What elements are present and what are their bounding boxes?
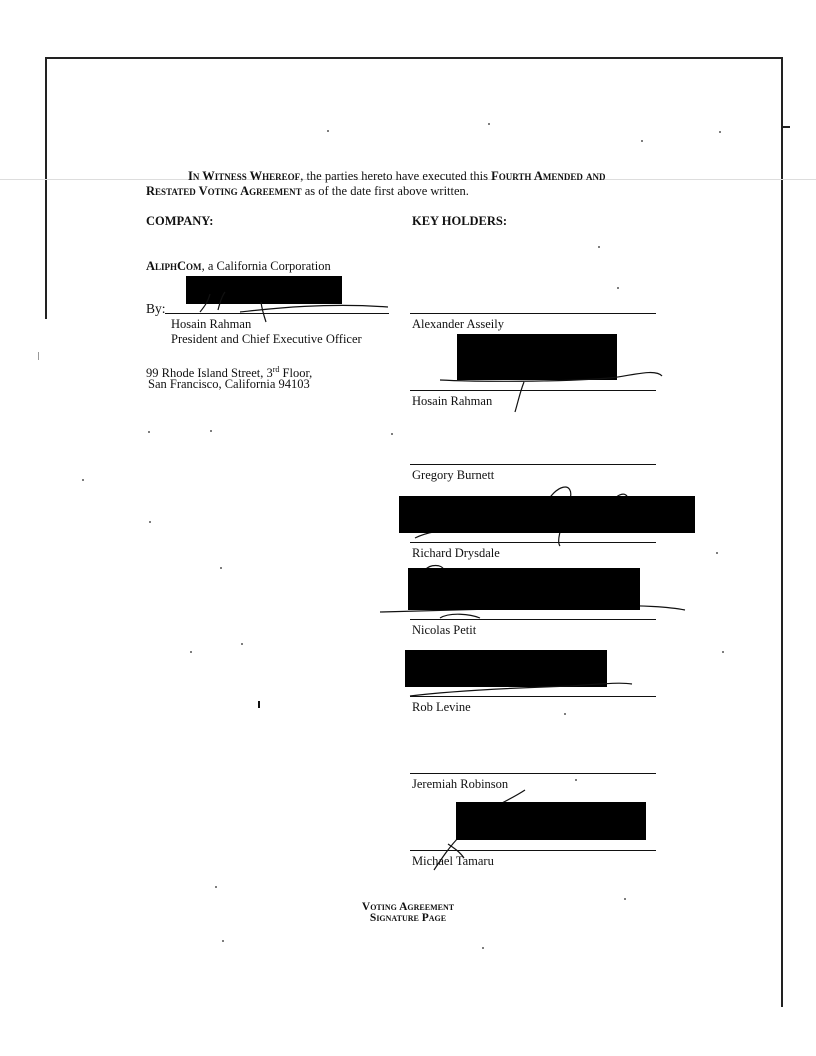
agreement-name-line2: Restated Voting Agreement xyxy=(146,184,302,198)
company-heading: COMPANY: xyxy=(146,214,214,228)
scan-border-left xyxy=(45,57,47,319)
company-address-line2: San Francisco, California 94103 xyxy=(148,377,310,391)
scan-border-top xyxy=(46,57,782,59)
company-name-line xyxy=(146,259,331,274)
address-street: 99 Rhode Island Street, 3 xyxy=(146,366,273,381)
scan-speck xyxy=(722,651,724,653)
key-holder-name: Michael Tamaru xyxy=(412,854,494,868)
scan-speck xyxy=(215,886,217,888)
scan-speck xyxy=(210,430,212,432)
company-name: AliphCom xyxy=(146,259,202,273)
scan-speck xyxy=(241,643,243,645)
signature-scribble xyxy=(440,362,670,422)
key-holder-name: Hosain Rahman xyxy=(412,394,493,408)
witness-paragraph-line2 xyxy=(146,184,469,199)
signature-line xyxy=(410,850,656,851)
scan-speck xyxy=(564,713,566,715)
footer-line2: Signature Page xyxy=(369,912,447,924)
witness-paragraph xyxy=(146,169,606,184)
scan-speck xyxy=(327,130,329,132)
scan-speck xyxy=(716,552,718,554)
redaction-block xyxy=(456,802,646,840)
signature-line xyxy=(410,619,656,620)
signature-line xyxy=(410,313,656,314)
by-label: By: xyxy=(146,301,166,316)
signature-scribble xyxy=(410,676,640,701)
key-holder-name: Richard Drysdale xyxy=(412,546,500,560)
scan-speck xyxy=(391,433,393,435)
address-floor: Floor, xyxy=(279,366,313,381)
scan-speck xyxy=(617,287,619,289)
key-holder-name: Alexander Asseily xyxy=(412,317,504,331)
redaction-block xyxy=(408,568,640,610)
signature-line xyxy=(410,773,656,774)
scan-speck xyxy=(148,431,150,433)
scan-speck xyxy=(82,479,84,481)
company-signer-name: Hosain Rahman xyxy=(171,317,252,331)
key-holders-heading: KEY HOLDERS: xyxy=(412,214,508,228)
scan-border-right xyxy=(781,57,783,1007)
scan-speck xyxy=(149,521,151,523)
scan-speck xyxy=(719,131,721,133)
address-ordinal: rd xyxy=(272,365,280,374)
scan-speck xyxy=(222,940,224,942)
company-descriptor: , a California Corporation xyxy=(201,259,331,273)
company-signer-title: President and Chief Executive Officer xyxy=(171,332,362,346)
key-holder-name: Gregory Burnett xyxy=(412,468,495,482)
scan-speck xyxy=(482,947,484,949)
key-holder-name: Rob Levine xyxy=(412,700,471,714)
scan-speck xyxy=(190,651,192,653)
scan-speck xyxy=(641,140,643,142)
scan-speck-mark xyxy=(258,701,260,708)
scan-speck xyxy=(575,779,577,781)
key-holder-name: Nicolas Petit xyxy=(412,623,477,637)
signature-line xyxy=(410,390,656,391)
scan-margin-tick xyxy=(38,352,39,360)
scan-speck xyxy=(598,246,600,248)
witness-text-end: as of the date first above written. xyxy=(301,184,469,198)
scan-speck xyxy=(624,898,626,900)
scan-speck xyxy=(220,567,222,569)
scan-edge-mark xyxy=(783,126,790,128)
footer-line1: Voting Agreement xyxy=(361,901,455,913)
signature-line xyxy=(410,464,656,465)
signature-line xyxy=(410,542,656,543)
agreement-name-line1: Fourth Amended and xyxy=(491,169,606,183)
redaction-block xyxy=(399,496,695,533)
key-holder-name: Jeremiah Robinson xyxy=(412,777,509,791)
scan-speck xyxy=(488,123,490,125)
witness-lead: In Witness Whereof xyxy=(188,169,301,183)
witness-text: , the parties hereto have executed this xyxy=(300,169,492,183)
signature-line xyxy=(410,696,656,697)
